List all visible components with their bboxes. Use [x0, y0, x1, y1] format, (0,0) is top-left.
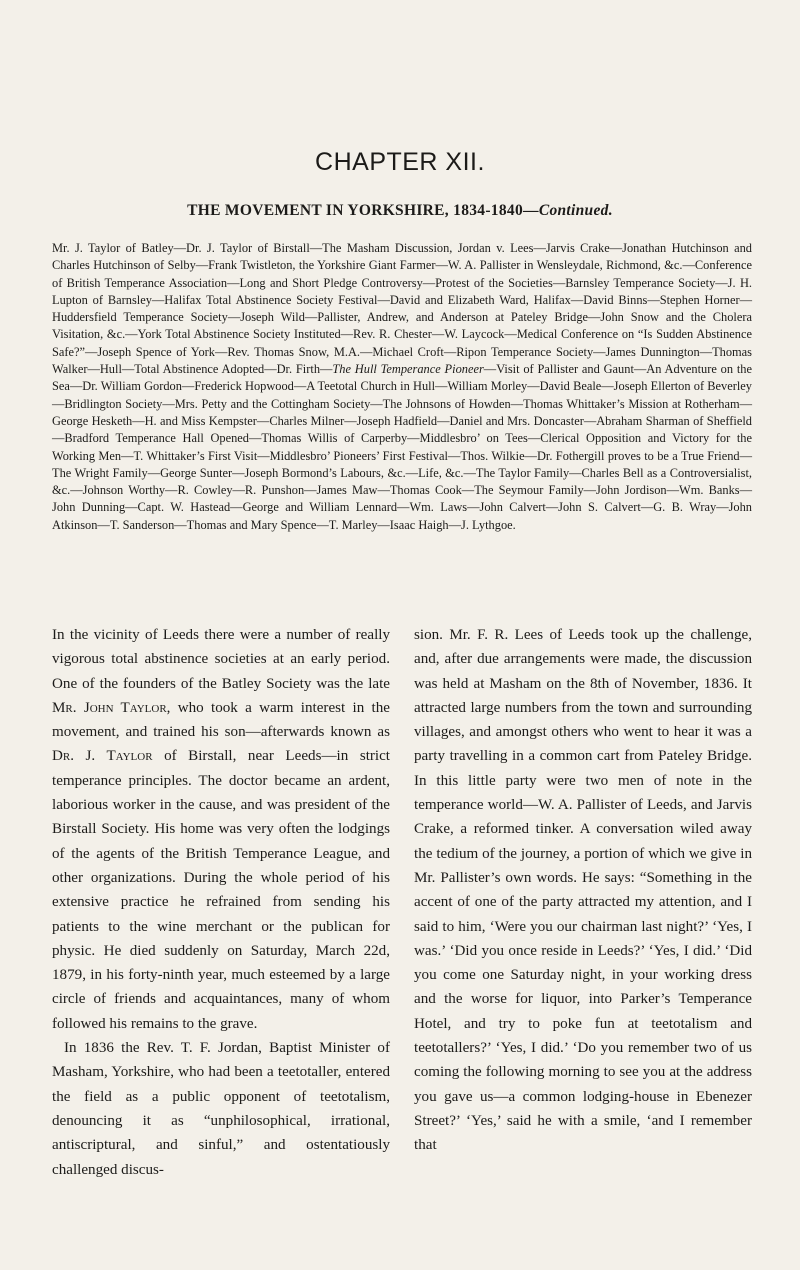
synopsis-part-1: Mr. J. Taylor of Batley—Dr. J. Taylor of Birstall—The Masham Discussion, Jordan v. Lees—Jarvis Crake—Jonathan Hutchinson and Charles Hutchinson of Selby—Frank Twistleton, the Yorkshire Giant Farmer—W. A. Pallister in Wensleydale, Richmond, &c.—Conference of British Temperance Association—Long and Short Pledge Controversy—Protest of the Societies—Barnsley Temperance Society—J. H. Lupton of Barnsley—Halifax Total Abstinence Society Festival—David and Elizabeth Ward, Halifax—David Binns—Stephen Horner—Huddersfield Temperance Society—Joseph Wild—Pallister, Andrew, and Anderson at Pateley Bridge—John Snow and the Cholera Visitation, &c.—York Total Abstinence Society Instituted—Rev. R. Chester—W. Laycock—Medical Conference on “Is Sudden Abstinence Safe?”—Joseph Spence of York—Rev. Thomas Snow, M.A.—Michael Croft—Ripon Temperance Society—James Dunnington—Thomas Walker—Hull—Total Abstinence Adopted—Dr. Firth— [52, 241, 752, 377]
synopsis-part-2: —Visit of Pallister and Gaunt—An Adventure on the Sea—Dr. William Gordon—Frederick Hopwood—A Teetotal Church in Hull—William Morley—David Beale—Joseph Ellerton of Beverley—Bridlington Society—Mrs. Petty and the Cottingham Society—The Johnsons of Howden—Thomas Whittaker’s Mission at Rotherham—George Hesketh—H. and Miss Kempster—Charles Milner—Joseph Hadfield—Daniel and Mrs. Doncaster—Abraham Sharman of Sheffield—Bradford Temperance Hall Opened—Thomas Willis of Carperby—Middlesbro’ on Tees—Clerical Opposition and Victory for the Working Men—T. Whittaker’s First Visit—Middlesbro’ Pioneers’ First Festival—Thos. Wilkie—Dr. Fothergill proves to be a True Friend—The Wright Family—George Sunter—Joseph Bormond’s Labours, &c.—Life, &c.—The Taylor Family—Charles Bell as a Controversialist, &c.—Johnson Worthy—R. Cowley—R. Punshon—James Maw—Thomas Cook—The Seymour Family—John Jordison—Wm. Banks—John Dunning—Capt. W. Hastead—George and William Lennard—Wm. Laws—John Calvert—John S. Calvert—G. B. Wray—John Atkinson—T. Sanderson—Thomas and Mary Spence—T. Marley—Isaac Haigh—J. Lythgoe. [52, 362, 752, 532]
chapter-title: CHAPTER XII. [315, 148, 485, 176]
section-title-continued: Continued. [538, 202, 613, 219]
synopsis-italic-title: The Hull Temperance Pioneer [332, 362, 484, 377]
section-title [0, 202, 800, 220]
left-paragraph-2: In 1836 the Rev. T. F. Jordan, Baptist Minister of Masham, Yorkshire, who had been a teetotaller, entered the field as a public opponent of teetotalism, denouncing it as “unphilosophical, irrational, antiscriptural, and sinful,” and ostentatiously challenged discus- [52, 1040, 390, 1178]
right-paragraph-1: sion. Mr. F. R. Lees of Leeds took up the challenge, and, after due arrangements were made, the discussion was held at Masham on the 8th of November, 1836. It attracted large numbers from the town and surrounding villages, and amongst others who went to hear it was a party travelling in a common cart from Pateley Bridge. In this little party were two men of note in the temperance world—W. A. Pallister of Leeds, and Jarvis Crake, a reformed tinker. A conversation wiled away the tedium of the journey, a portion of which we give in Mr. Pallister’s own words. He says: “Something in the accent of one of the party attracted my attention, and I said to him, ‘Were you our chairman last night?’ ‘Yes, I was.’ ‘Did you once reside in Leeds?’ ‘Yes, I did.’ ‘Did you come one Saturday night, in your working dress and the worse for liquor, into Parker’s Temperance Hotel, and try to poke fun at teetotalism and teetotallers?’ ‘Yes, I did.’ ‘Do you remember two of us coming the following morning to see you at the address you gave us—a common lodging-house in Ebenezer Street?’ ‘Yes,’ said he with a smile, ‘and I remember that [414, 627, 752, 1154]
name-dr-j-taylor: Dr. J. Taylor [52, 748, 153, 765]
section-title-main: THE MOVEMENT IN YORKSHIRE, 1834-1840— [187, 202, 539, 219]
left-paragraph-1 [52, 623, 390, 1036]
left-column [52, 623, 390, 1182]
body-columns [52, 623, 752, 1243]
left-p1-text-b: , who took a warm interest in the movement, and trained his son—afterwards known as [52, 699, 390, 741]
left-p1-text-a: In the vicinity of Leeds there were a number of really vigorous total abstinence societies at an early period. One of the founders of the Batley Society was the late [52, 627, 390, 692]
chapter-synopsis [52, 240, 752, 534]
left-p1-text-c: of Birstall, near Leeds—in strict temperance principles. The doctor became an ardent, laborious worker in the cause, and was president of the Birstall Society. His home was very often the lodgings of the agents of the British Temperance League, and other organizations. During the whole period of his extensive practice he refrained from sending his patients to the wine merchant or the publican for physic. He died suddenly on Saturday, March 22d, 1879, in his forty-ninth year, much esteemed by a large circle of friends and acquaintances, many of whom followed his remains to the grave. [52, 748, 390, 1032]
right-column [414, 623, 752, 1158]
name-mr-john-taylor: Mr. John Taylor [52, 699, 167, 716]
